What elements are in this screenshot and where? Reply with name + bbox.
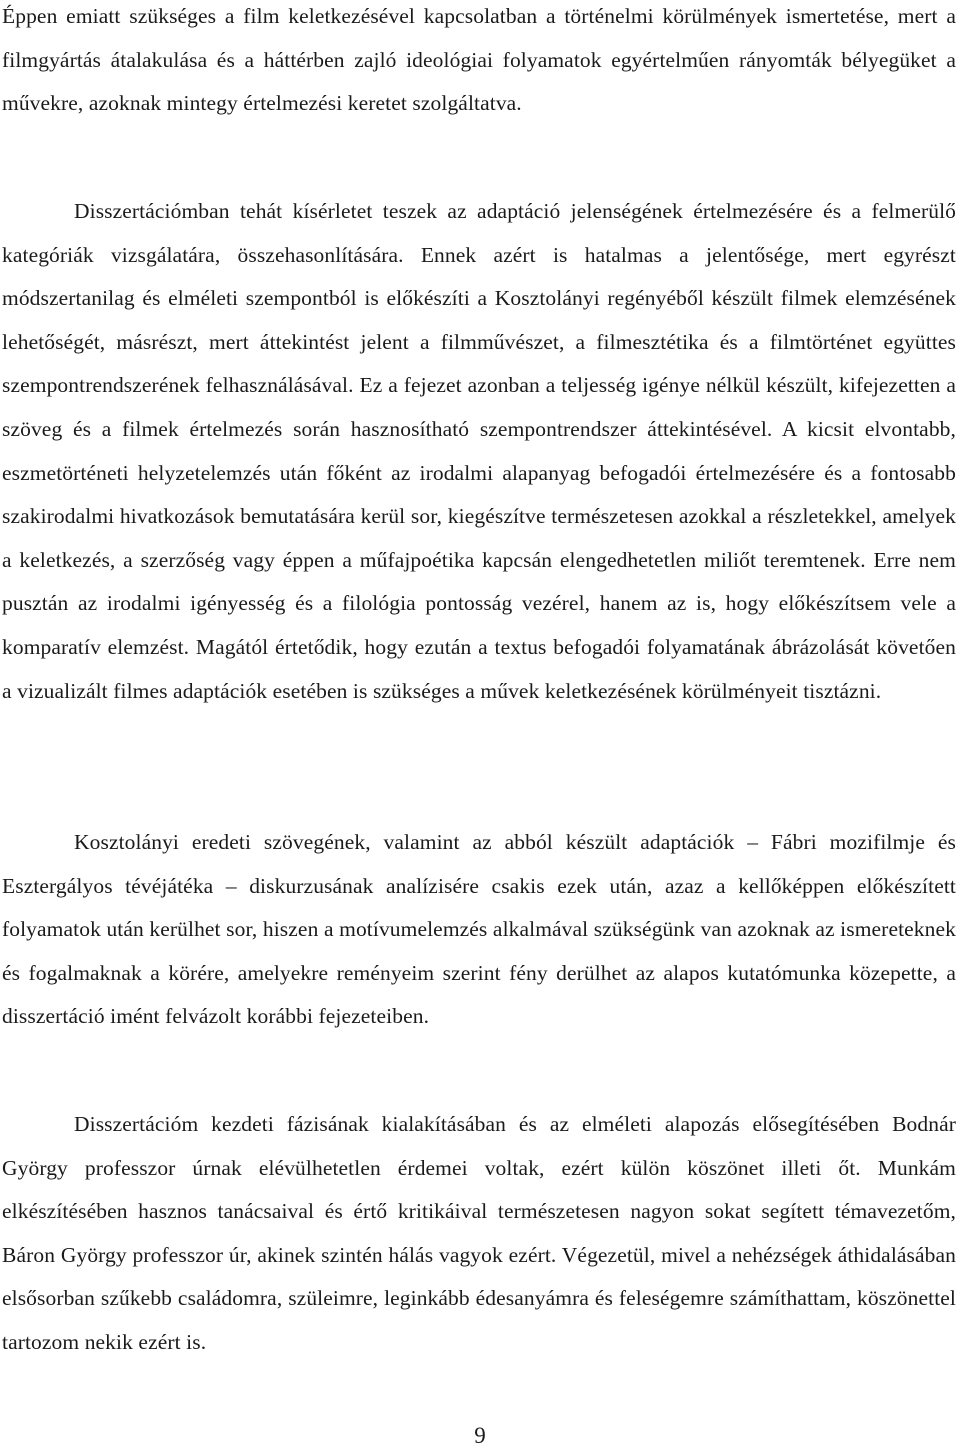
paragraph-1: Éppen emiatt szükséges a film keletkezésével kapcsolatban a történelmi körülmények ismertetése, mert a filmgyártás átalakulása és a háttérben zajló ideológiai folyamatok egyértelműen rányomták bélyegüket a művekre, azoknak mintegy értelmezési keretet szolgáltatva. [2,4,956,116]
paragraph-3: Kosztolányi eredeti szövegének, valamint az abból készült adaptációk – Fábri mozifilmje és Esztergályos tévéjátéka – diskurzusának analízisére csakis ezek után, azaz a kellőképpen előkészített folyamatok után kerülhet sor, hiszen a motívumelemzés alkalmával szükségünk van azoknak az ismereteknek és fogalmaknak a körére, amelyekre reményeim szerint fény derülhet az alapos kutatómunka közepette, a disszertáció imént felvázolt korábbi fejezeteiben. [2,830,956,1029]
paragraph-4: Disszertációm kezdeti fázisának kialakításában és az elméleti alapozás elősegítésében Bodnár György professzor úrnak elévülhetetlen érdemei voltak, ezért külön köszönet illeti őt. Munkám elkészítésében hasznos tanácsaival és értő kritikáival természetesen nagyon sokat segített témavezetőm, Báron György professzor úr, akinek szintén hálás vagyok ezért. Végezetül, mivel a nehézségek áthidalásában elsősorban szűkebb családomra, szüleimre, leginkább édesanyámra és feleségemre számíthattam, köszönettel tartozom nekik ezért is. [2,1112,956,1354]
paragraph-2: Disszertációmban tehát kísérletet teszek az adaptáció jelenségének értelmezésére és a felmerülő kategóriák vizsgálatára, összehasonlítására. Ennek azért is hatalmas a jelentősége, mert egyrészt módszertanilag és elméleti szempontból is előkészíti a Kosztolányi regényéből készült filmek elemzésének lehetőségét, másrészt, mert áttekintést jelent a filmművészet, a filmesztétika és a filmtörténet együttes szempontrendszerének felhasználásával. Ez a fejezet azonban a teljesség igénye nélkül készült, kifejezetten a szöveg és a filmek értelmezés során hasznosítható szempontrendszer áttekintésével. A kicsit elvontabb, eszmetörténeti helyzetelemzés után főként az irodalmi alapanyag befogadói értelmezésére és a fontosabb szakirodalmi hivatkozások bemutatására kerül sor, kiegészítve természetesen azokkal a részletekkel, amelyek a keletkezés, a szerzőség vagy éppen a műfajpoétika kapcsán elengedhetetlen miliőt teremtenek. Erre nem pusztán az irodalmi igényesség és a filológia pontosság vezérel, hanem az is, hogy előkészítsem vele a komparatív elemzést. Magától értetődik, hogy ezután a textus befogadói folyamatának ábrázolását követően a vizualizált filmes adaptációk esetében is szükséges a művek keletkezésének körülményeit tisztázni. [2,199,956,703]
page-number: 9 [474,1423,486,1448]
